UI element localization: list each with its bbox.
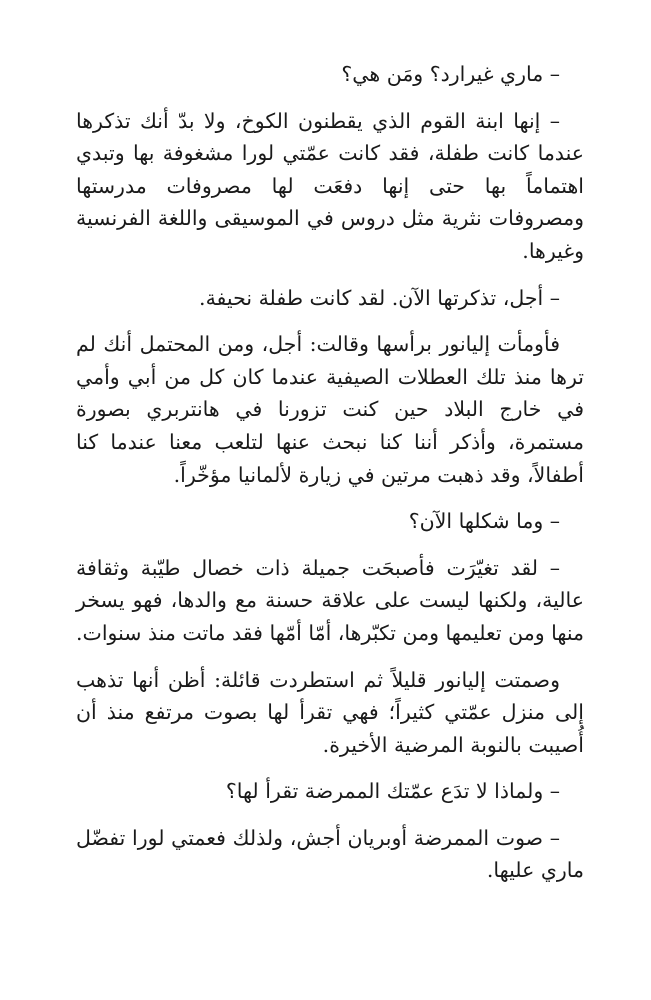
paragraph-5: – وما شكلها الآن؟	[408, 509, 560, 534]
paragraph-9: – صوت الممرضة أوبريان أجش، ولذلك فعمتي لورا تفضّل ماري عليها.	[76, 825, 584, 883]
paragraph-2: – إنها ابنة القوم الذي يقطنون الكوخ، ولا بدّ أنك تذكرها عندما كانت طفلة، فقد كانت عمّتي لورا مشغوفة بها وتبدي اهتماماً بها حتى إنها دفعَت لها مصروفات مدرستها ومصروفات نثرية مثل دروس في الموسيقى واللغة الفرنسية وغيرها.	[76, 108, 584, 263]
paragraph-8: – ولماذا لا تدَع عمّتك الممرضة تقرأ لها؟	[225, 779, 560, 804]
paragraph-3: – أجل، تذكرتها الآن. لقد كانت طفلة نحيفة.	[199, 285, 560, 310]
paragraph-7: وصمتت إليانور قليلاً ثم استطردت قائلة: أظن أنها تذهب إلى منزل عمّتي كثيراً؛ فهي تقرأ لها بصوت مرتفع منذ أن أُصيبت بالنوبة المرضية الأخيرة.	[76, 667, 584, 757]
paragraph-1: – ماري غيرارد؟ ومَن هي؟	[341, 62, 560, 86]
paragraph-4: فأومأت إليانور برأسها وقالت: أجل، ومن المحتمل أنك لم ترها منذ تلك العطلات الصيفية عندما كان كل من أبي وأمي في خارج البلاد حين كنت تزورنا في هانتربري بصورة مستمرة، وأذكر أننا كنا نبحث عنها لتلعب معنا عندما كنا أطفالاً، وقد ذهبت مرتين في زيارة لألمانيا مؤخّراً.	[76, 332, 584, 487]
paragraph-6: – لقد تغيّرَت فأصبحَت جميلة ذات خصال طيّبة وثقافة عالية، ولكنها ليست على علاقة حسنة مع والدها، فهو يسخر منها ومن تعليمها ومن تكبّرها، أمّا أمّها فقد ماتت منذ سنوات.	[76, 555, 584, 645]
book-page	[76, 58, 584, 901]
